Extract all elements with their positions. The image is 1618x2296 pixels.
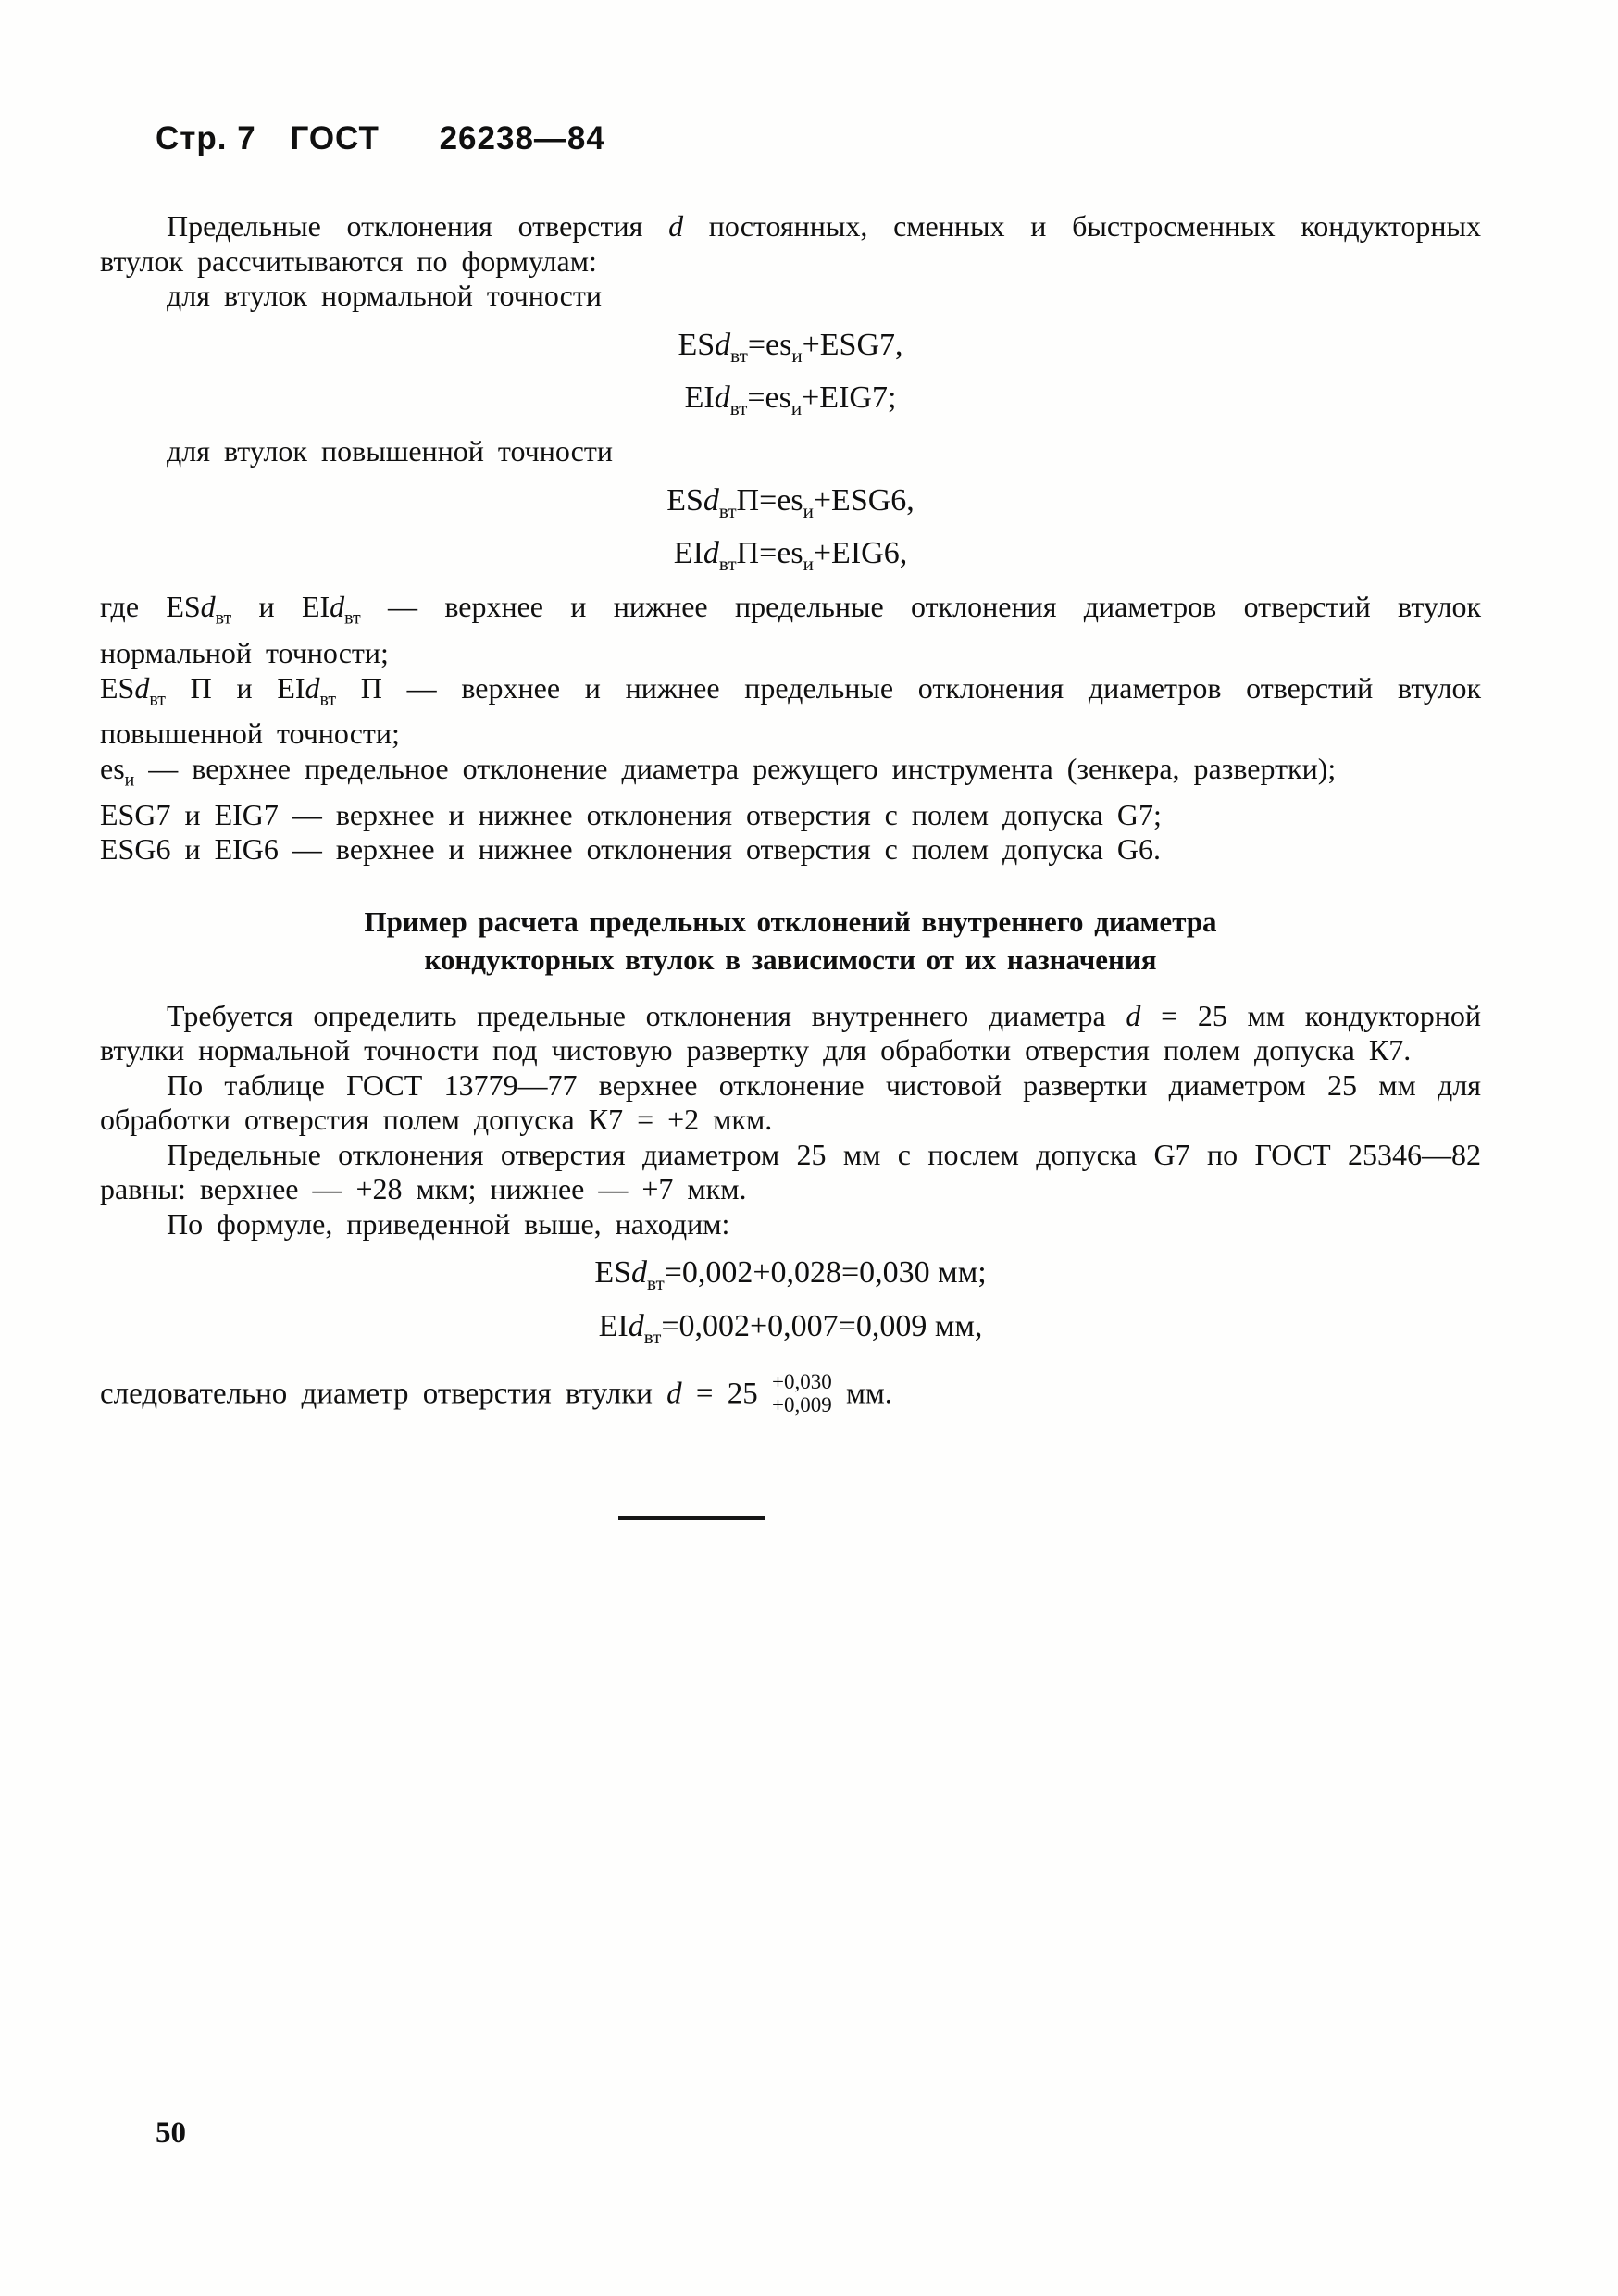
paragraph-example-limits: Предельные отклонения отверстия диаметром 25 мм с послем допуска G7 по ГОСТ 25346—82 равны: верхнее — +28 мкм; нижнее — +7 мкм. (100, 1137, 1482, 1206)
paragraph-example-task: Требуется определить предельные отклонения внутреннего диаметра d = 25 мм кондукторной втулки нормальной точности под чистовую развертку для обработки отверстия полем допуска К7. (100, 998, 1482, 1067)
label-high-accuracy: для втулок повышенной точности (167, 434, 613, 468)
page-number: 50 (156, 2116, 186, 2150)
section-end-rule (618, 1516, 765, 1520)
label-normal-accuracy: для втулок нормальной точности (167, 279, 602, 312)
definition-g6-deviations: ESG6 и EIG6 — верхнее и нижнее отклонения отверстия с полем допуска G6. (100, 832, 1161, 867)
page-header (156, 120, 605, 157)
example-heading-line1: Пример расчета предельных отклонений внутреннего диаметра (364, 905, 1217, 938)
paragraph-example-find: По формуле, приведенной выше, находим: (167, 1206, 730, 1241)
formula-calc-es: ESd$_{вт}$=0,002+0,028=0,030 мм; (594, 1255, 987, 1295)
definition-deviations-normal: где ESd$_{вт}$ и EId$_{вт}$ — верхнее и нижнее предельные отклонения диаметров отверстий втулок нормальной точности; (100, 590, 1482, 670)
example-heading-line2: кондукторных втулок в зависимости от их назначения (424, 942, 1157, 976)
tolerance-stack: +0,030 +0,009 (772, 1369, 832, 1416)
header-standard-label: ГОСТ (290, 120, 380, 156)
header-standard-number: 26238—84 (439, 120, 605, 156)
formula-ei-high: $EId_{вт}П=es_и+EIG6$, (673, 536, 908, 576)
formula-es-normal: $ESd_{вт}=es_и+ESG7$, (678, 327, 903, 367)
example-heading (100, 903, 1481, 979)
definition-tool-deviation: $es_и$ — верхнее предельное отклонение диаметра режущего инструмента (зенкера, развертки); (100, 751, 1337, 791)
document-body (100, 209, 1481, 1520)
definition-g7-deviations: ESG7 и EIG7 — верхнее и нижнее отклонения отверстия с полем допуска G7; (100, 797, 1162, 831)
paragraph-formulas-intro: Предельные отклонения отверстия d постоянных, сменных и быстросменных кондукторных втулок рассчитываются по формулам: (100, 209, 1482, 278)
paragraph-example-table: По таблице ГОСТ 13779—77 верхнее отклонение чистовой развертки диаметром 25 мм для обработки отверстия полем допуска К7 = +2 мкм. (100, 1067, 1481, 1137)
formula-ei-normal: $EId_{вт}=es_и+EIG7$; (684, 381, 897, 420)
formula-calc-ei: EId$_{вт}$=0,002+0,007=0,009 мм, (598, 1309, 983, 1348)
paragraph-conclusion: следовательно диаметр отверстия втулки d = 25 +0,030 +0,009 мм. (100, 1369, 893, 1416)
formula-es-high: $ESd_{вт}П=es_и+ESG6$, (666, 482, 915, 522)
definition-deviations-high: ESd$_{вт}$ П и EId$_{вт}$ П — верхнее и нижнее предельные отклонения диаметров отверстий втулок повышенной точности; (100, 670, 1482, 751)
header-page-label: Стр. 7 (156, 120, 256, 156)
